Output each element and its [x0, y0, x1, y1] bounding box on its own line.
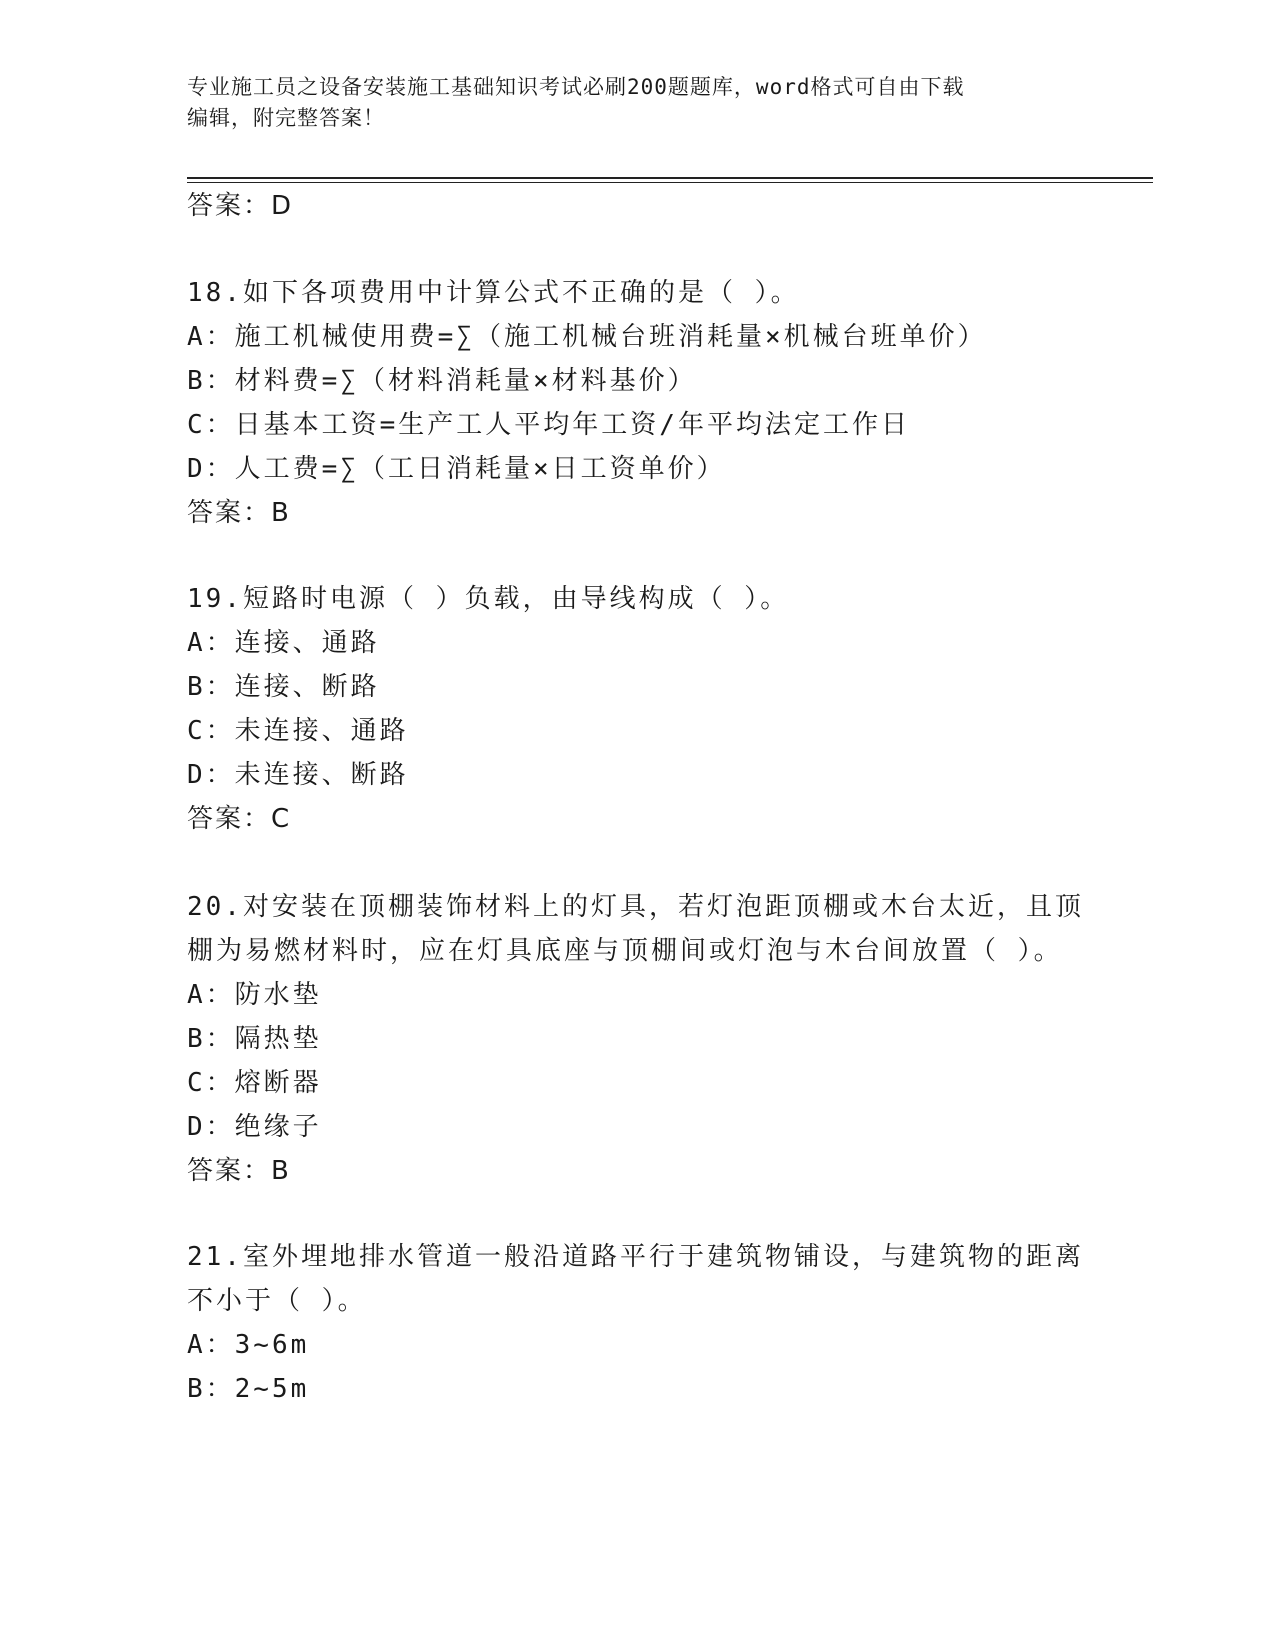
- header-line-1: 专业施工员之设备安装施工基础知识考试必刷200题题库，word格式可自由下载: [187, 75, 965, 99]
- question-20-option-d: D：绝缘子: [187, 1112, 322, 1142]
- question-18-stem: 18.如下各项费用中计算公式不正确的是（ ）。: [187, 278, 800, 308]
- question-20-answer: 答案：B: [187, 1156, 291, 1186]
- question-20-stem-line-2: 棚为易燃材料时，应在灯具底座与顶棚间或灯泡与木台间放置（ ）。: [187, 936, 1063, 966]
- header-rule-thick: [187, 177, 1153, 179]
- question-21-stem-line-2: 不小于（ ）。: [187, 1286, 367, 1316]
- document-header: [187, 72, 1067, 134]
- question-21-option-a: A：3~6m: [187, 1330, 310, 1360]
- question-19-stem: 19.短路时电源（ ）负载，由导线构成（ ）。: [187, 584, 790, 614]
- question-19-option-b: B：连接、断路: [187, 672, 380, 702]
- question-18-option-c: C：日基本工资=生产工人平均年工资/年平均法定工作日: [187, 410, 910, 440]
- question-21-option-b: B：2~5m: [187, 1374, 310, 1404]
- question-18-option-a: A：施工机械使用费=∑（施工机械台班消耗量×机械台班单价）: [187, 322, 987, 352]
- question-21-stem-line-1: 21.室外埋地排水管道一般沿道路平行于建筑物铺设，与建筑物的距离: [187, 1242, 1084, 1272]
- question-19-option-a: A：连接、通路: [187, 628, 380, 658]
- question-20-option-a: A：防水垫: [187, 980, 322, 1010]
- question-18-option-b: B：材料费=∑（材料消耗量×材料基价）: [187, 366, 697, 396]
- answer-17: 答案：D: [187, 191, 294, 221]
- question-18-answer: 答案：B: [187, 498, 291, 528]
- header-rule-thin: [187, 182, 1153, 183]
- question-19-option-d: D：未连接、断路: [187, 760, 409, 790]
- question-20-stem-line-1: 20.对安装在顶棚装饰材料上的灯具，若灯泡距顶棚或木台太近，且顶: [187, 892, 1084, 922]
- question-18-option-d: D：人工费=∑（工日消耗量×日工资单价）: [187, 454, 726, 484]
- question-20-option-c: C：熔断器: [187, 1068, 322, 1098]
- question-20-option-b: B：隔热垫: [187, 1024, 322, 1054]
- question-19-answer: 答案：C: [187, 804, 292, 834]
- header-line-2: 编辑，附完整答案！: [187, 106, 385, 130]
- question-19-option-c: C：未连接、通路: [187, 716, 409, 746]
